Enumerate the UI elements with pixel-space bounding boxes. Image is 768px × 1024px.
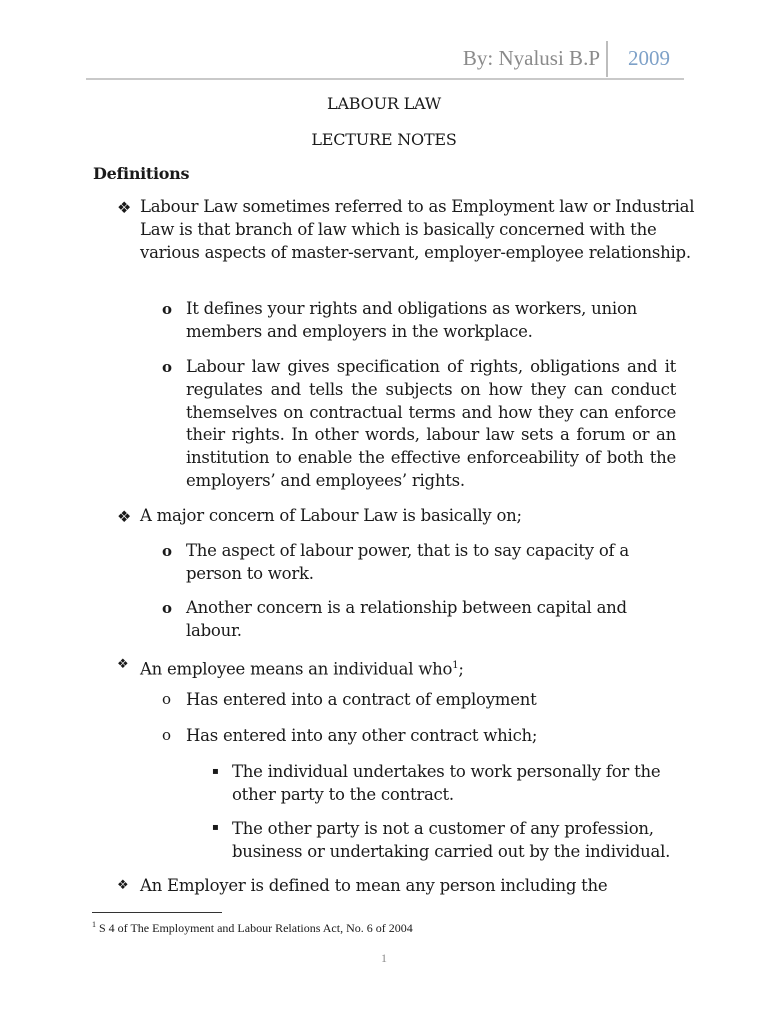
sub-bullet-paragraph: The aspect of labour power, that is to say capacity of a person to work. (186, 541, 629, 583)
bullet-paragraph: A major concern of Labour Law is basically on; (140, 506, 522, 525)
square-bullet-icon: ▪ (212, 822, 219, 833)
sub-bullet-paragraph: Another concern is a relationship between capital and labour. (186, 598, 627, 640)
footnote-ref[interactable]: 1 (452, 660, 459, 671)
sub-sub-bullet-paragraph: The other party is not a customer of any profession, business or undertaking carried out by the individual. (232, 819, 671, 861)
year-label: 2009 (628, 46, 670, 70)
footnote-rule (92, 912, 222, 913)
diamond-bullet-icon: ❖ (117, 507, 132, 526)
bullet-paragraph (140, 655, 700, 681)
sub-sub-bullet-paragraph: The individual undertakes to work personally for the other party to the contract. (232, 762, 661, 804)
document-subtitle: LECTURE NOTES (311, 130, 457, 149)
header-separator (606, 41, 608, 77)
page-number: 1 (381, 951, 387, 965)
footnote-text: S 4 of The Employment and Labour Relations Act, No. 6 of 2004 (96, 921, 413, 935)
circle-bullet-icon: o (162, 726, 172, 744)
footnote (92, 920, 413, 936)
sub-bullet-paragraph: Labour law gives specification of rights, obligations and it regulates and tells the subjects on how they can conduct themselves on contractual terms and how they can enforce their rights. In other words, labour law sets a forum or an institution to enable the effective enforceability of both the employers’ and employees’ rights. (186, 357, 676, 490)
sub-bullet-paragraph: It defines your rights and obligations as workers, union members and employers in the workplace. (186, 299, 638, 341)
bullet-text: An employee means an individual who (140, 659, 453, 679)
page-header (86, 44, 684, 80)
bullet-paragraph: Labour Law sometimes referred to as Employment law or Industrial Law is that branch of law which is basically concerned with the various aspects of master-servant, employer-employee relationship. (140, 197, 695, 262)
author-label: By: Nyalusi B.P (462, 46, 600, 70)
circle-bullet-icon: o (162, 358, 173, 376)
sub-bullet-paragraph: Has entered into a contract of employment (186, 690, 537, 709)
square-bullet-icon: ▪ (212, 766, 219, 777)
circle-bullet-icon: o (162, 690, 172, 708)
footnote-mark: 1 (92, 920, 96, 929)
sub-bullet-paragraph: Has entered into any other contract which; (186, 726, 538, 745)
circle-bullet-icon: o (162, 542, 173, 560)
circle-bullet-icon: o (162, 300, 173, 318)
diamond-bullet-icon: ❖ (117, 657, 129, 672)
diamond-bullet-icon: ❖ (117, 878, 129, 893)
diamond-bullet-icon: ❖ (117, 198, 132, 217)
bullet-paragraph: An Employer is defined to mean any person including the (140, 876, 608, 895)
section-heading: Definitions (93, 164, 190, 183)
circle-bullet-icon: o (162, 599, 173, 617)
bullet-text-suffix: ; (458, 659, 464, 679)
document-title: LABOUR LAW (327, 94, 441, 113)
